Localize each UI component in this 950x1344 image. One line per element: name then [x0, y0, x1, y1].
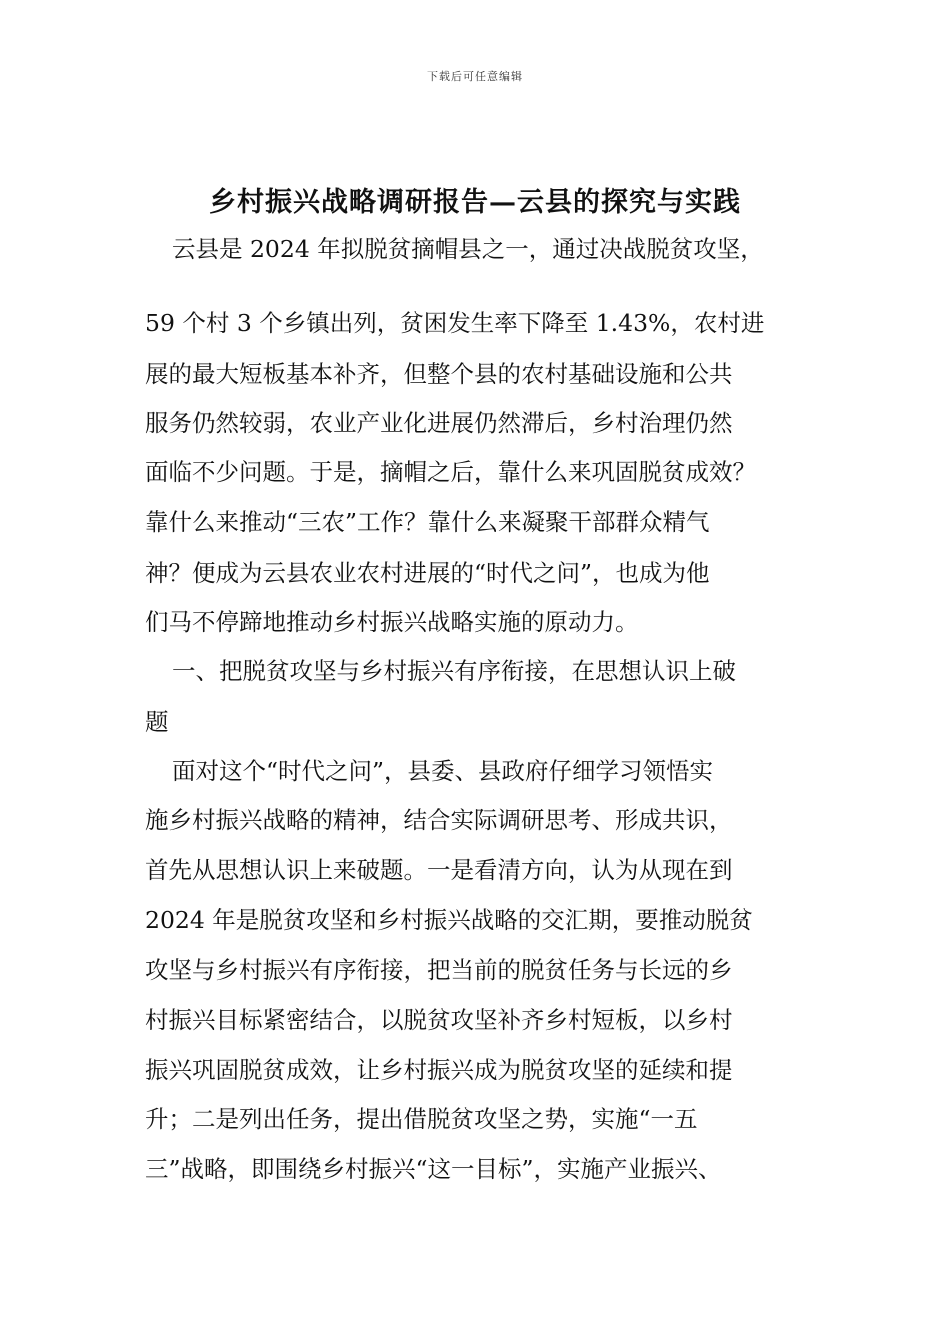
paragraph-line: 振兴巩固脱贫成效，让乡村振兴成为脱贫攻坚的延续和提: [145, 1056, 733, 1084]
paragraph-line: 神？便成为云县农业农村进展的“时代之问”，也成为他: [145, 559, 710, 587]
paragraph-line: 施乡村振兴战略的精神，结合实际调研思考、形成共识，: [145, 806, 733, 834]
section-heading-line: 一、把脱贫攻坚与乡村振兴有序衔接，在思想认识上破: [172, 657, 736, 685]
paragraph-line: 面对这个“时代之问”，县委、县政府仔细学习领悟实: [172, 757, 714, 785]
paragraph-line: 面临不少问题。于是，摘帽之后，靠什么来巩固脱贫成效？: [145, 458, 756, 486]
paragraph-line: 首先从思想认识上来破题。一是看清方向，认为从现在到: [145, 856, 733, 884]
paragraph-line: 升；二是列出任务，提出借脱贫攻坚之势，实施“一五: [145, 1105, 698, 1133]
paragraph-line: 攻坚与乡村振兴有序衔接，把当前的脱贫任务与长远的乡: [145, 956, 733, 984]
paragraph-line: 三”战略，即围绕乡村振兴“这一目标”，实施产业振兴、: [145, 1155, 722, 1183]
paragraph-line: 云县是 2024 年拟脱贫摘帽县之一，通过决战脱贫攻坚，: [172, 235, 764, 263]
paragraph-line: 展的最大短板基本补齐，但整个县的农村基础设施和公共: [145, 360, 733, 388]
paragraph-line: 服务仍然较弱，农业产业化进展仍然滞后，乡村治理仍然: [145, 409, 733, 437]
page-header-note: 下载后可任意编辑: [427, 70, 523, 83]
paragraph-line: 59 个村 3 个乡镇出列，贫困发生率下降至 1.43%，农村进: [145, 309, 765, 337]
section-heading-line: 题: [145, 708, 169, 736]
paragraph-line: 村振兴目标紧密结合，以脱贫攻坚补齐乡村短板，以乡村: [145, 1006, 733, 1034]
document-title: 乡村振兴战略调研报告—云县的探究与实践: [209, 187, 741, 218]
paragraph-line: 们马不停蹄地推动乡村振兴战略实施的原动力。: [145, 608, 639, 636]
paragraph-line: 靠什么来推动“三农”工作？靠什么来凝聚干部群众精气: [145, 508, 710, 536]
paragraph-line: 2024 年是脱贫攻坚和乡村振兴战略的交汇期，要推动脱贫: [145, 906, 753, 934]
